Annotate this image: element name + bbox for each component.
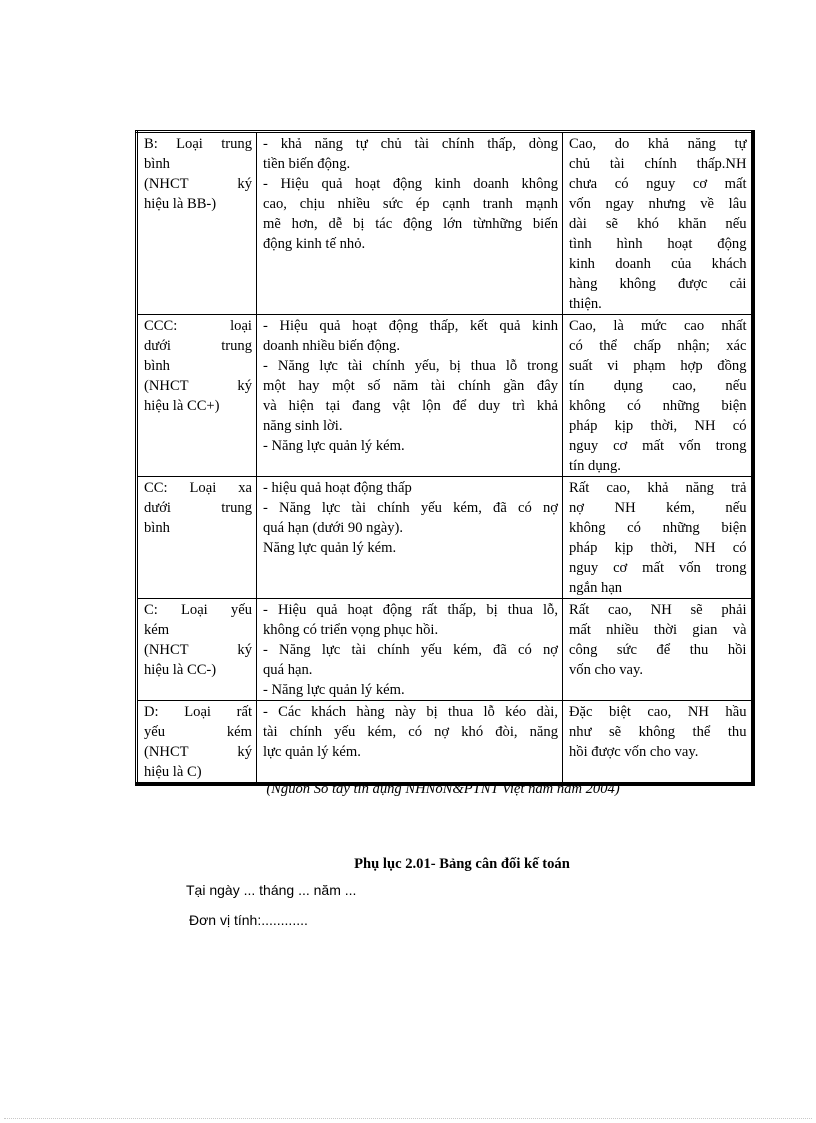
cell-line: kinh doanh của khách bbox=[569, 256, 747, 272]
cell-line: tình hình hoạt động bbox=[569, 236, 747, 252]
cell-line: năng sinh lời. bbox=[263, 418, 343, 434]
cell-line: - Các khách hàng này bị thua lỗ kéo dài, bbox=[263, 704, 558, 720]
cell-line: C: Loại yếu bbox=[144, 602, 252, 618]
cell-line: nợ NH kém, nếu bbox=[569, 500, 747, 516]
cell-line: - hiệu quả hoạt động thấp bbox=[263, 480, 412, 496]
rating-cell bbox=[137, 132, 257, 315]
cell-line: (NHCT ký bbox=[144, 642, 252, 658]
cell-line: không có những biện bbox=[569, 398, 747, 414]
cell-line: Cao, do khả năng tự bbox=[569, 136, 747, 152]
cell-line: quá hạn. bbox=[263, 662, 313, 678]
cell-line: B: Loại trung bbox=[144, 136, 252, 152]
cell-line: - Năng lực tài chính yếu kém, đã có nợ bbox=[263, 500, 558, 516]
unit-line: Đơn vị tính:............ bbox=[189, 912, 308, 928]
cell-line: chủ tài chính thấp.NH bbox=[569, 156, 747, 172]
cell-line: - Hiệu quả hoạt động kinh doanh không bbox=[263, 176, 558, 192]
table-row bbox=[137, 599, 753, 701]
table-row bbox=[137, 477, 753, 599]
cell-line: (NHCT ký bbox=[144, 378, 252, 394]
cell-line: bình bbox=[144, 358, 170, 374]
cell-line: lực quản lý kém. bbox=[263, 744, 361, 760]
cell-line: - Năng lực quản lý kém. bbox=[263, 682, 405, 698]
cell-line: - Năng lực tài chính yếu kém, đã có nợ bbox=[263, 642, 558, 658]
cell-line: - Hiệu quả hoạt động thấp, kết quả kinh bbox=[263, 318, 558, 334]
cell-line: hồi được vốn cho vay. bbox=[569, 744, 699, 760]
cell-line: vốn cho vay. bbox=[569, 662, 644, 678]
cell-line: suất vi phạm hợp đồng bbox=[569, 358, 747, 374]
characteristics-cell bbox=[257, 315, 563, 477]
cell-line: doanh nhiều biến động. bbox=[263, 338, 400, 354]
cell-line: thiện. bbox=[569, 296, 602, 312]
cell-line: mẽ hơn, dễ bị tác động lớn từnhững biến bbox=[263, 216, 558, 232]
cell-line: quá hạn (dưới 90 ngày). bbox=[263, 520, 404, 536]
cell-line: - khả năng tự chủ tài chính thấp, dòng bbox=[263, 136, 558, 152]
cell-line: như sẽ không thể thu bbox=[569, 724, 747, 740]
risk-cell bbox=[563, 477, 753, 599]
cell-line: hiệu là C) bbox=[144, 764, 202, 780]
table-row bbox=[137, 315, 753, 477]
cell-line: cao, chịu nhiều sức ép cạnh tranh mạnh bbox=[263, 196, 558, 212]
cell-line: - Hiệu quả hoạt động rất thấp, bị thua lỗ, bbox=[263, 602, 558, 618]
source-note: (Nguồn Sổ tay tín dụng NHNoN&PTNT Việt nam năm 2004) bbox=[266, 781, 620, 797]
cell-line: Rất cao, NH sẽ phải bbox=[569, 602, 747, 618]
cell-line: D: Loại rất bbox=[144, 704, 252, 720]
cell-line: bình bbox=[144, 156, 170, 172]
cell-line: - Năng lực quản lý kém. bbox=[263, 438, 405, 454]
cell-line: hiệu là CC+) bbox=[144, 398, 220, 414]
cell-line: mất nhiều thời gian và bbox=[569, 622, 747, 638]
credit-rating-table bbox=[135, 130, 755, 786]
cell-line: CC: Loại xa bbox=[144, 480, 252, 496]
cell-line: tài chính yếu kém, có nợ khó đòi, năng bbox=[263, 724, 558, 740]
table-body bbox=[137, 132, 753, 785]
cell-line: pháp kịp thời, NH có bbox=[569, 540, 747, 556]
cell-line: không có triển vọng phục hồi. bbox=[263, 622, 439, 638]
cell-line: ngắn hạn bbox=[569, 580, 623, 596]
characteristics-cell bbox=[257, 477, 563, 599]
cell-line: hiệu là CC-) bbox=[144, 662, 217, 678]
cell-line: kém bbox=[144, 622, 170, 638]
cell-line: vốn ngay nhưng về lâu bbox=[569, 196, 747, 212]
cell-line: hiệu là BB-) bbox=[144, 196, 217, 212]
cell-line: Rất cao, khả năng trả bbox=[569, 480, 747, 496]
cell-line: (NHCT ký bbox=[144, 176, 252, 192]
characteristics-cell bbox=[257, 599, 563, 701]
characteristics-cell bbox=[257, 132, 563, 315]
cell-line: dài sẽ khó khăn nếu bbox=[569, 216, 747, 232]
risk-cell bbox=[563, 315, 753, 477]
cell-line: pháp kịp thời, NH có bbox=[569, 418, 747, 434]
appendix-title: Phụ lục 2.01- Bảng cân đối kế toán bbox=[354, 856, 570, 872]
cell-line: CCC: loại bbox=[144, 318, 252, 334]
cell-line: có thể chấp nhận; xác bbox=[569, 338, 747, 354]
date-line: Tại ngày ... tháng ... năm ... bbox=[186, 882, 357, 898]
rating-cell bbox=[137, 315, 257, 477]
cell-line: không có những biện bbox=[569, 520, 747, 536]
cell-line: dưới trung bbox=[144, 338, 252, 354]
cell-line: nguy cơ mất vốn trong bbox=[569, 560, 747, 576]
cell-line: tín dụng. bbox=[569, 458, 621, 474]
cell-line: chưa có nguy cơ mất bbox=[569, 176, 747, 192]
cell-line: nguy cơ mất vốn trong bbox=[569, 438, 747, 454]
risk-cell bbox=[563, 132, 753, 315]
cell-line: bình bbox=[144, 520, 170, 536]
rating-cell bbox=[137, 599, 257, 701]
cell-line: Cao, là mức cao nhất bbox=[569, 318, 747, 334]
cell-line: - Năng lực tài chính yếu, bị thua lỗ trong bbox=[263, 358, 558, 374]
rating-cell bbox=[137, 701, 257, 785]
rating-cell bbox=[137, 477, 257, 599]
characteristics-cell bbox=[257, 701, 563, 785]
cell-line: tín dụng cao, nếu bbox=[569, 378, 747, 394]
table-row bbox=[137, 132, 753, 315]
risk-cell bbox=[563, 701, 753, 785]
cell-line: và hiện tại đang vật lộn để duy trì khả bbox=[263, 398, 558, 414]
cell-line: hàng không được cải bbox=[569, 276, 747, 292]
risk-cell bbox=[563, 599, 753, 701]
table-row bbox=[137, 701, 753, 785]
cell-line: động kinh tế nhỏ. bbox=[263, 236, 366, 252]
cell-line: Năng lực quản lý kém. bbox=[263, 540, 397, 556]
cell-line: Đặc biệt cao, NH hầu bbox=[569, 704, 747, 720]
cell-line: một hay một số năm tài chính gần đây bbox=[263, 378, 558, 394]
cell-line: công sức để thu hồi bbox=[569, 642, 747, 658]
cell-line: (NHCT ký bbox=[144, 744, 252, 760]
cell-line: dưới trung bbox=[144, 500, 252, 516]
cell-line: yếu kém bbox=[144, 724, 252, 740]
cell-line: tiền biến động. bbox=[263, 156, 351, 172]
